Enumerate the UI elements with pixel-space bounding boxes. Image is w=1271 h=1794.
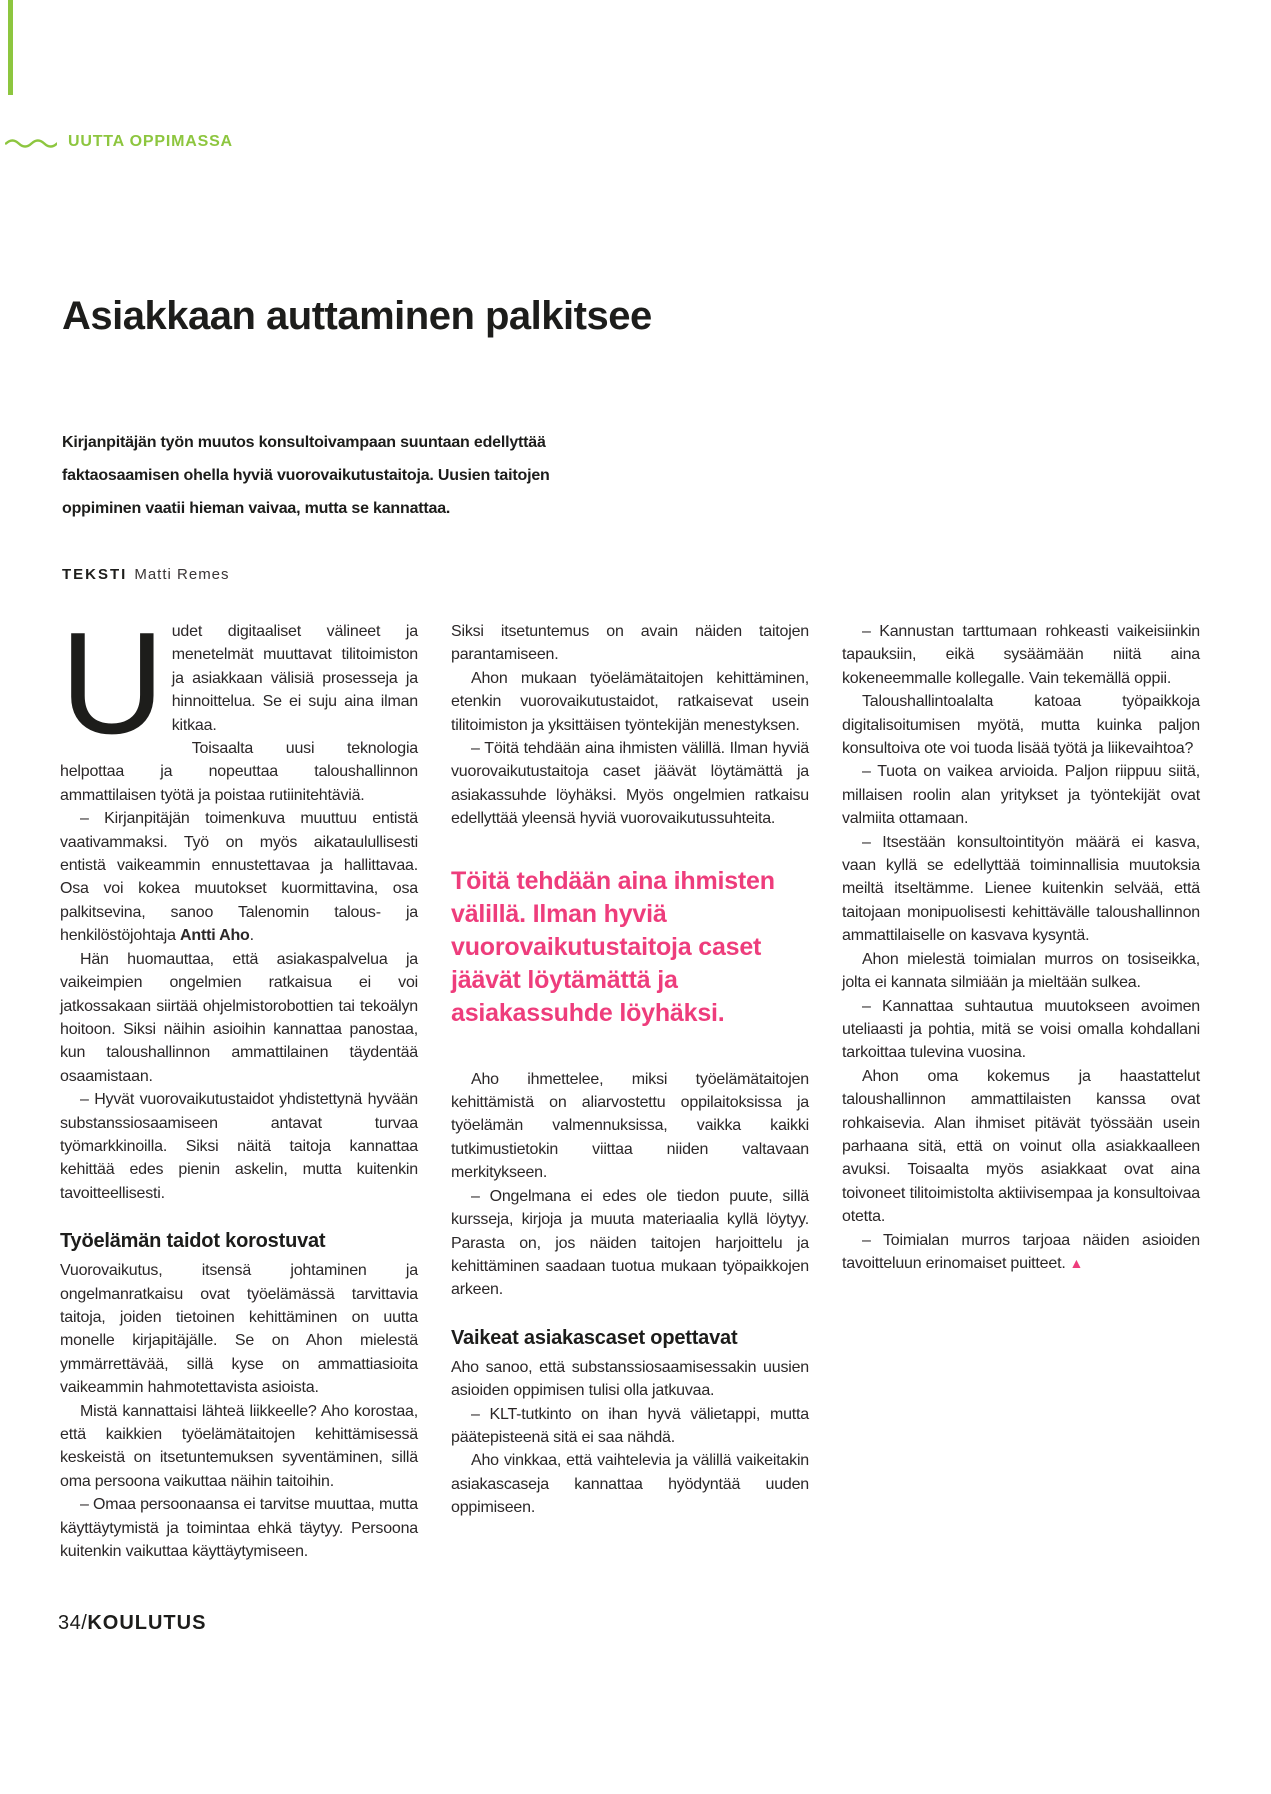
paragraph: – Omaa persoonaansa ei tarvitse muuttaa, mutta käyttäytymistä ja toimintaa ehkä täytyy. Persoona kuitenkin vaikuttaa käyttäytymiseen. [60,1496,418,1561]
paragraph: Mistä kannattaisi lähteä liikkeelle? Aho korostaa, että kaikkien työelämätaitojen kehittämisessä keskeistä on itsetuntemuksen syventäminen, sillä oma persoona vaikuttaa näihin taitoihin. [60,1402,418,1490]
section-header [5,133,233,151]
paragraph: – Itsestään konsultointityön määrä ei kasva, vaan kyllä se edellyttää toiminnallisia muutoksia meiltä itseltämme. Lienee kuitenkin selvää, että taitojaan monipuolisesti kehittävälle taloushallinnon ammattilaiselle on kasvava kysyntä. [842,833,1200,945]
paragraph: Hän huomauttaa, että asiakaspalvelua ja vaikeimpien ongelmien ratkaisua ei voi jatkossakaan siirtää ohjelmistorobottien tai tekoälyn hoitoon. Siksi näihin asioihin kannattaa panostaa, kun taloushallinnon ammattilainen täydentää osaamistaan. [60,950,418,1085]
paragraph: Toisaalta uusi teknologia helpottaa ja nopeuttaa taloushallinnon ammattilaisen työtä ja poistaa rutiinitehtäviä. [60,740,418,804]
byline-author: Matti Remes [134,566,230,583]
article-columns [60,602,1200,1563]
pull-quote: Töitä tehdään aina ihmisten välillä. Ilman hyviä vuorovaikutustaitoja caset jäävät löytämättä ja asiakassuhde löyhäksi. [451,866,775,1027]
section-color-bar [8,0,13,95]
paragraph: Aho sanoo, että substanssiosaamisessakin uusien asioiden oppimisen tulisi olla jatkuvaa. [451,1358,809,1400]
article-column [60,602,418,1563]
paragraph: Vuorovaikutus, itsensä johtaminen ja ongelmanratkaisu ovat työelämässä tarvittavia taitoja, joiden tietoinen kehittäminen on uutta monelle kirjapitäjälle. Se on Ahon mielestä ymmärrettävää, sillä kyse on ammattiasioita vaikeammin hahmotettavista asioista. [60,1262,418,1397]
paragraph: – KLT-tutkinto on ihan hyvä välietappi, mutta päätepisteenä sitä ei saa nähdä. [451,1405,809,1446]
article-title: Asiakkaan auttaminen palkitsee [62,294,652,338]
article-intro: Kirjanpitäjän työn muutos konsultoivampaan suuntaan edellyttää faktaosaamisen ohella hyviä vuorovaikutustaitoja. Uusien taitojen oppiminen vaatii hieman vaivaa, mutta se kannattaa. [62,434,550,517]
bold-name: Antti Aho [180,927,250,945]
paragraph: – Toimialan murros tarjoaa näiden asioiden tavoitteluun erinomaiset puitteet. ▲ [842,1231,1200,1272]
paragraph: – Hyvät vuorovaikutustaidot yhdistettynä hyvään substanssiosaamiseen antavat turvaa työmarkkinoilla. Siksi näitä taitoja kannattaa kehittää edes pienin askelin, mutta kuitenkin tavoitteellisesti. [60,1091,418,1202]
byline-label: TEKSTI [62,566,128,583]
paragraph: Ahon mielestä toimialan murros on tosiseikka, jolta ei kannata silmiään ja mieltään sulkea. [842,950,1200,992]
paragraph: – Töitä tehdään aina ihmisten välillä. Ilman hyviä vuorovaikutustaitoja caset jäävät löytämättä ja asiakassuhde löyhäksi. Myös ongelmien ratkaisu edellyttää yleensä hyviä vuorovaikutussuhteita. [451,740,809,828]
paragraph: Aho vinkkaa, että vaihtelevia ja välillä vaikeitakin asiakascaseja kannattaa hyödyntää uuden oppimiseen. [451,1452,809,1517]
article-column [842,620,1200,1563]
paragraph: Taloushallintoalalta katoaa työpaikkoja digitalisoitumisen myötä, mutta kuinka paljon konsultoiva ote voi tuoda lisää työtä ja liikevaihtoa? [842,693,1200,758]
page-number: 34/ [58,1612,88,1634]
subheading: Vaikeat asiakascaset opettavat [451,1326,738,1349]
section-label: UUTTA OPPIMASSA [68,133,233,150]
byline [62,566,230,583]
article-column [451,620,809,1563]
paragraph: – Kannattaa suhtautua muutokseen avoimen uteliaasti ja pohtia, mitä se voisi omalla kohdallani tarkoittaa tulevina vuosina. [842,997,1200,1062]
paragraph: Ahon mukaan työelämätaitojen kehittäminen, etenkin vuorovaikutustaidot, ratkaisevat usein tilitoimiston ja yksittäisen työntekijän menestyksen. [451,669,809,734]
paragraph: – Ongelmana ei edes ole tiedon puute, sillä kursseja, kirjoja ja muuta materiaalia kyllä löytyy. Parasta on, jos näiden taitojen harjoittelu ja kehittäminen saadaan tuotua mukaan työpaikkojen arkeen. [451,1187,809,1299]
paragraph: – Kirjanpitäjän toimenkuva muuttuu entistä vaativammaksi. Työ on myös aikataulullisesti entistä vaikeammin ennustettavaa ja hallittavaa. Osa voi kokea muutokset kuormittavina, osa palkitsevina, sanoo Talenomin talous- ja henkilöstöjohtaja Antti Aho. [60,810,418,945]
drop-cap: U [60,602,162,764]
paragraph: Ahon oma kokemus ja haastattelut taloushallinnon ammattilaisten kanssa ovat rohkaisevia. Alan ihmiset pitävät työssään usein parhaana sitä, että on voinut olla asiakkaalleen avuksi. Toisaalta myös asiakkaat ovat aina toivoneet tilitoimistolta aktiivisempaa ja konsultoivaa otetta. [842,1067,1200,1226]
footer-section-label: KOULUTUS [87,1612,207,1634]
wavy-line-icon [5,136,57,148]
paragraph: Aho ihmettelee, miksi työelämätaitojen kehittämistä on aliarvostettu oppilaitoksissa ja työelämän valmennuksissa, vaikka kaikki tutkimustietokin viittaa niiden valtavaan merkitykseen. [451,1070,809,1182]
subheading: Työelämän taidot korostuvat [60,1230,326,1253]
paragraph: – Tuota on vaikea arvioida. Paljon riippuu siitä, millaisen roolin alan yritykset ja työntekijät ovat valmiita ottamaan. [842,763,1200,828]
paragraph: – Kannustan tarttumaan rohkeasti vaikeisiinkin tapauksiin, eikä sysäämään niitä aina kokeneemmalle kollegalle. Vain tekemällä oppii. [842,623,1200,687]
end-mark-triangle: ▲ [1065,1254,1084,1271]
paragraph: Siksi itsetuntemus on avain näiden taitojen parantamiseen. [451,623,809,664]
page-footer [58,1612,206,1635]
paragraph: Uudet digitaaliset välineet ja menetelmät muuttavat tilitoimiston ja asiakkaan välisiä prosesseja ja hinnoittelua. Se ei suju aina ilman kitkaa. [60,602,418,764]
